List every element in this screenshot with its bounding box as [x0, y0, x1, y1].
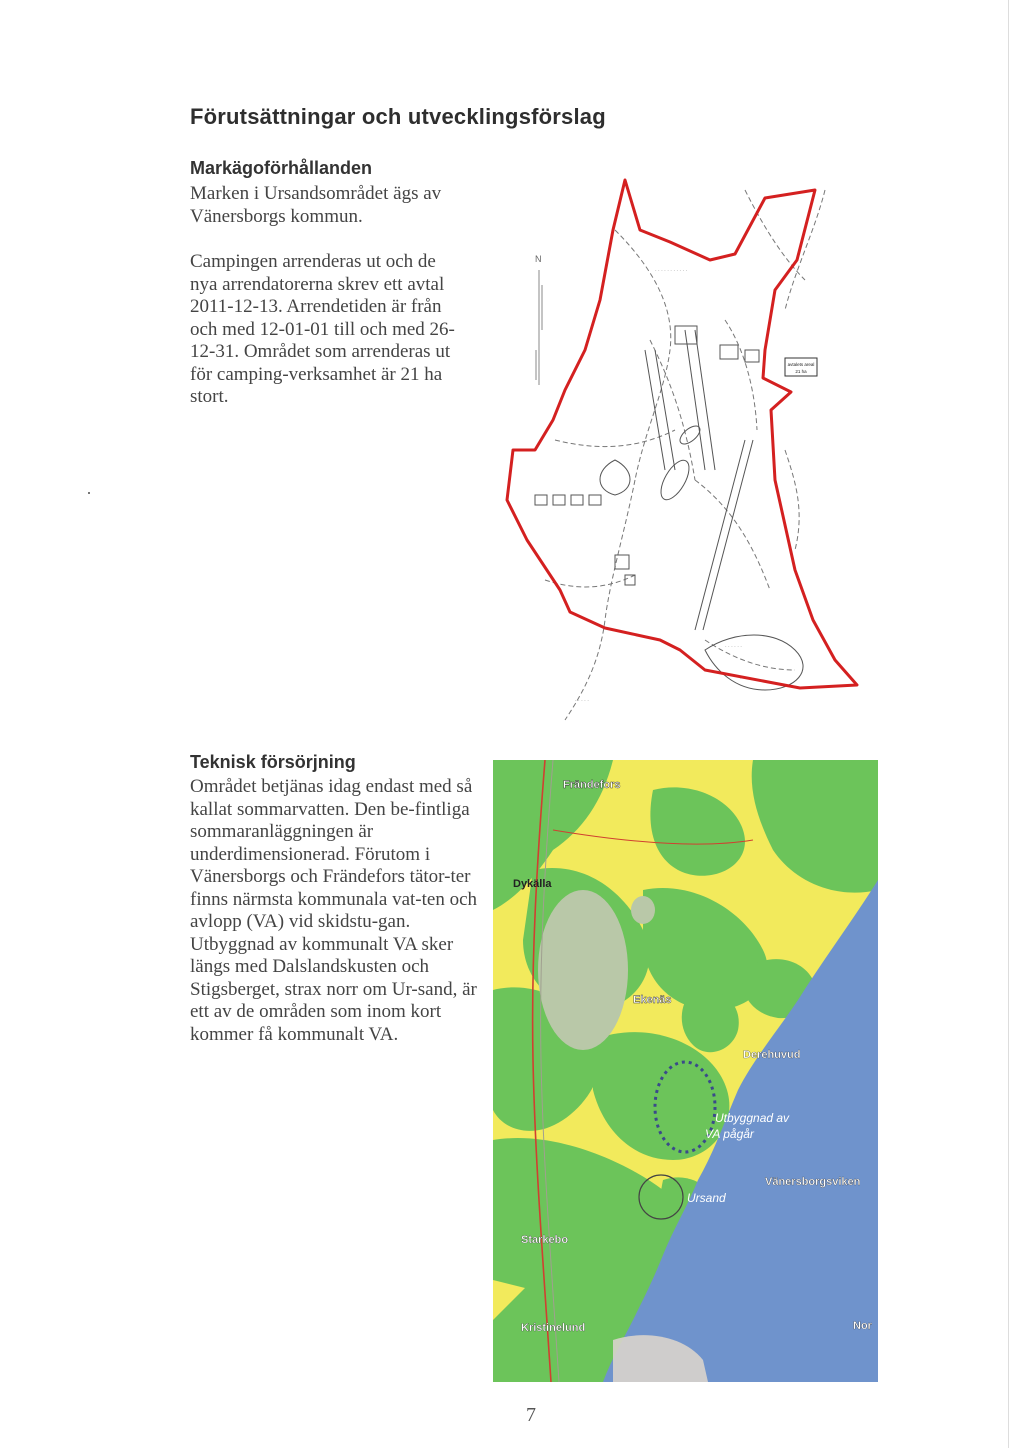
heading-teknisk-forsorjning: Teknisk försörjning [190, 752, 356, 772]
heading-markagoforhallanden: Markägoförhållanden [190, 158, 373, 178]
ownership-paragraph-2: Campingen arrenderas ut och de nya arrendatorerna skrev ett avtal 2011-12-13. Arrendetiden är från och med 12-01-01 till och med 26-12-31. Området som arrenderas ut för camping-verksamhet är 21 ha stort. [190, 251, 455, 407]
ownership-paragraph-1: Marken i Ursandsområdet ägs av Vänersborgs kommun. [190, 183, 442, 227]
label-va-line1: Utbyggnad av [715, 1111, 790, 1125]
label-kristinelund: Kristinelund [521, 1322, 586, 1334]
svg-text:· · · · ·: · · · · · [740, 676, 754, 682]
label-vanersborgsviken: Vänersborgsviken [765, 1176, 861, 1188]
label-nor: Nor [853, 1320, 872, 1332]
page-title: Förutsättningar och utvecklingsförslag [190, 104, 606, 129]
label-frandefors: Frändefors [563, 779, 621, 791]
label-va-line2: VA pågår [705, 1127, 754, 1141]
label-derehuvud: Derehuvud [743, 1049, 801, 1061]
area-box-line1: avtalets areal [787, 362, 815, 367]
svg-text:· · · · · · · · · · ·: · · · · · · · · · · · [655, 268, 688, 274]
technical-paragraph: Området betjänas idag endast med så kallat sommarvatten. Den be-fintliga sommaranläggningen är underdimensionerad. Förutom i Vänersborgs och Frändefors tätor-ter finns närmsta kommunala vat-ten och avlopp (VA) vid skidstu-gan. Utbyggnad av kommunalt VA sker längs med Dalslandskusten och Stigsberget, strax norr om Ur-sand, är ett av de områden som inom kort kommer få kommunalt VA. [190, 776, 478, 1045]
area-box-line2: 21 ha [795, 369, 807, 374]
scan-speck [88, 492, 90, 494]
north-label: N [535, 254, 542, 264]
site-plan-map [495, 150, 875, 740]
svg-text:· · · · · ·: · · · · · · [725, 644, 742, 650]
area-label-box [785, 358, 817, 376]
label-dykalla: Dykälla [513, 878, 552, 890]
small-lake [631, 896, 655, 924]
page-edge [1008, 0, 1009, 1448]
svg-text:· · · · ·: · · · · · [575, 698, 589, 704]
area-overview-map [493, 760, 878, 1382]
page-number: 7 [526, 1404, 536, 1426]
label-starkebo: Starkebo [521, 1234, 569, 1246]
inland-lake [538, 890, 628, 1050]
label-ursand: Ursand [687, 1191, 726, 1205]
label-ekenas: Ekenäs [633, 994, 672, 1006]
